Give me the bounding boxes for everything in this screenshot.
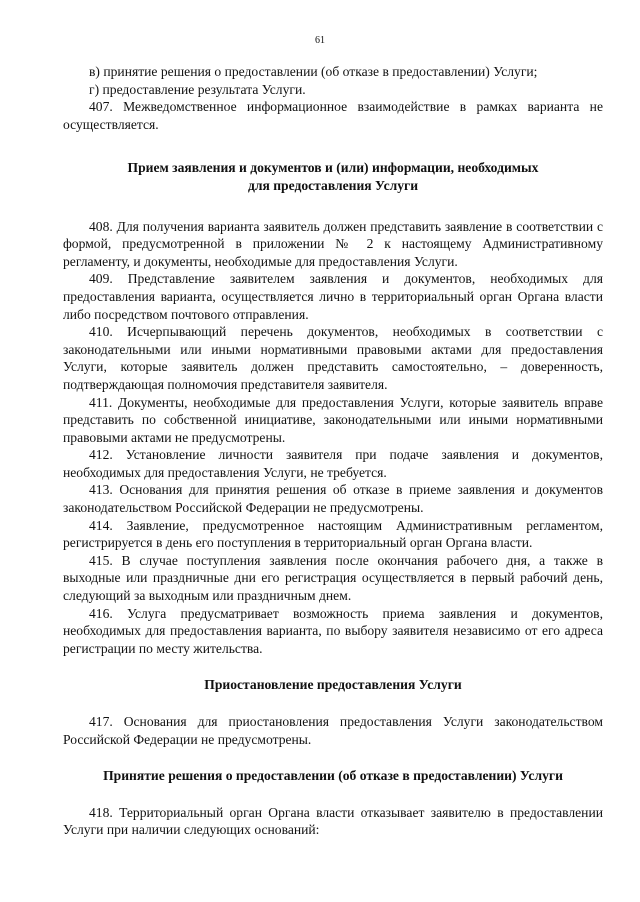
- paragraph-416: 416. Услуга предусматривает возможность приема заявления и документов, необходимых для предоставления варианта, по выбору заявителя независимо от его адреса регистрации по месту жительства.: [63, 605, 603, 656]
- section-heading-reception: [63, 159, 603, 194]
- section-suspension-body: [63, 713, 603, 748]
- paragraph-410: 410. Исчерпывающий перечень документов, необходимых в соответствии с законодательными или иными нормативными правовыми актами для предоставления Услуги, которые заявитель должен представить самостоятельно, – доверенность, подтверждающая полномочия представителя заявителя.: [63, 324, 603, 392]
- paragraph-intro-v: в) принятие решения о предоставлении (об отказе в предоставлении) Услуги;: [89, 64, 538, 79]
- section-decision-body: [63, 804, 603, 839]
- section-reception-body: [63, 218, 603, 658]
- paragraph-409: 409. Представление заявителем заявления и документов, необходимых для предоставления варианта, осуществляется лично в территориальный орган Органа власти либо посредством почтового отправления.: [63, 271, 603, 322]
- document-body: [63, 63, 603, 839]
- paragraph-413: 413. Основания для принятия решения об отказе в приеме заявления и документов законодательством Российской Федерации не предусмотрены.: [63, 482, 603, 516]
- section-heading-decision: Принятие решения о предоставлении (об отказе в предоставлении) Услуги: [103, 768, 563, 784]
- paragraph-415: 415. В случае поступления заявления после окончания рабочего дня, а также в выходные или праздничные дни его регистрация осуществляется в первый рабочий день, следующий за выходным или праздничным днем.: [63, 552, 603, 604]
- paragraph-418: 418. Территориальный орган Органа власти отказывает заявителю в предоставлении Услуги при наличии следующих оснований:: [63, 804, 603, 838]
- page-number: 61: [315, 35, 325, 46]
- paragraph-intro-g: г) предоставление результата Услуги.: [89, 81, 306, 97]
- paragraph-411: 411. Документы, необходимые для предоставления Услуги, которые заявитель вправе представить по собственной инициативе, законодательными или иными нормативными правовыми актами не предусмотрены.: [63, 394, 603, 445]
- section-heading-reception-line2: для предоставления Услуги: [247, 177, 419, 193]
- paragraph-417: 417. Основания для приостановления предоставления Услуги законодательством Российской Федерации не предусмотрены.: [63, 714, 603, 747]
- section-heading-suspension: Приостановление предоставления Услуги: [204, 677, 462, 693]
- paragraph-412: 412. Установление личности заявителя при подаче заявления и документов, необходимых для предоставления Услуги, не требуется.: [63, 447, 603, 480]
- paragraph-407: 407. Межведомственное информационное взаимодействие в рамках варианта не осуществляется.: [63, 99, 603, 132]
- paragraph-414: 414. Заявление, предусмотренное настоящим Административным регламентом, регистрируется в день его поступления в территориальный орган Органа власти.: [63, 517, 603, 551]
- paragraph-408: 408. Для получения варианта заявитель должен представить заявление в соответствии с формой, предусмотренной в приложении № 2 к настоящему Административному регламенту, и документы, необходимые для предоставления Услуги.: [63, 218, 603, 269]
- section-heading-reception-line1: Прием заявления и документов и (или) информации, необходимых: [127, 160, 539, 176]
